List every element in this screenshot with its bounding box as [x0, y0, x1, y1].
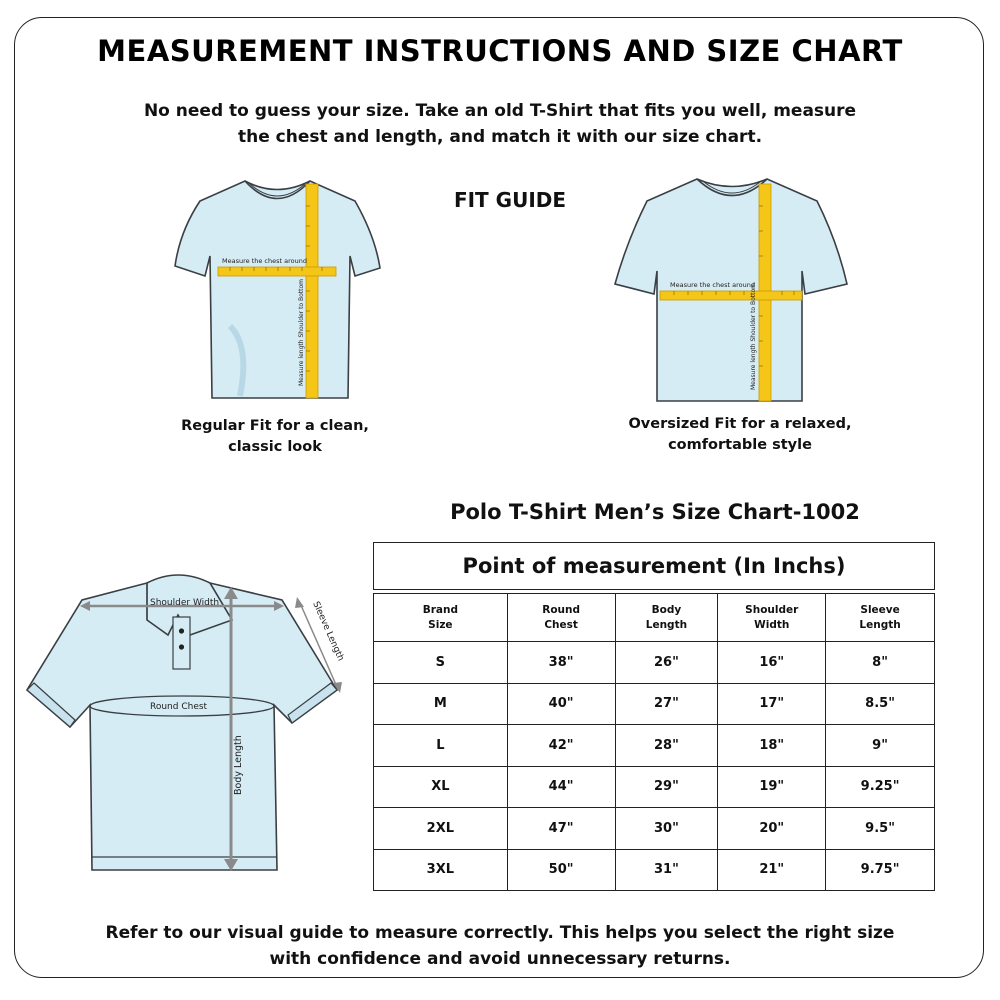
- oversized-fit-tshirt-illustration: [612, 176, 852, 406]
- table-row: [374, 725, 935, 767]
- table-cell: 29": [615, 766, 718, 808]
- oversized-chest-label: Measure the chest around: [670, 281, 755, 289]
- table-row: [374, 849, 935, 891]
- header-text: Size: [428, 618, 453, 631]
- table-cell: 2XL: [374, 808, 508, 850]
- header-text: Shoulder: [745, 603, 799, 616]
- oversized-caption-line-2: comfortable style: [668, 437, 812, 453]
- table-row: [374, 642, 935, 684]
- oversized-caption-line-1: Oversized Fit for a relaxed,: [628, 416, 852, 432]
- table-cell: 47": [507, 808, 615, 850]
- table-cell: 9": [826, 725, 935, 767]
- table-cell: 50": [507, 849, 615, 891]
- regular-caption-line-1: Regular Fit for a clean,: [181, 418, 369, 434]
- table-cell: 21": [718, 849, 826, 891]
- regular-caption-line-2: classic look: [228, 439, 322, 455]
- table-cell: 17": [718, 683, 826, 725]
- header-text: Width: [754, 618, 790, 631]
- header-text: Round: [542, 603, 580, 616]
- table-cell: 9.5": [826, 808, 935, 850]
- table-cell: 44": [507, 766, 615, 808]
- page-title: MEASUREMENT INSTRUCTIONS AND SIZE CHART: [97, 34, 903, 68]
- fit-guide-heading: FIT GUIDE: [453, 188, 567, 212]
- header-sleeve-length: [826, 594, 935, 642]
- table-row: [374, 683, 935, 725]
- table-cell: 20": [718, 808, 826, 850]
- table-cell: M: [374, 683, 508, 725]
- table-cell: S: [374, 642, 508, 684]
- round-chest-label: Round Chest: [150, 702, 208, 712]
- table-cell: 18": [718, 725, 826, 767]
- regular-chest-label: Measure the chest around: [222, 257, 307, 265]
- header-text: Chest: [544, 618, 578, 631]
- regular-fit-tshirt-illustration: [170, 176, 385, 406]
- table-cell: XL: [374, 766, 508, 808]
- table-cell: 16": [718, 642, 826, 684]
- oversized-fit-caption: [620, 414, 860, 456]
- table-cell: 30": [615, 808, 718, 850]
- intro-line-1: No need to guess your size. Take an old T-Shirt that fits you well, measure: [143, 101, 857, 121]
- table-cell: 38": [507, 642, 615, 684]
- table-cell: 19": [718, 766, 826, 808]
- table-row: [374, 808, 935, 850]
- header-round-chest: [507, 594, 615, 642]
- table-cell: 40": [507, 683, 615, 725]
- table-cell: 8": [826, 642, 935, 684]
- header-text: Sleeve: [860, 603, 900, 616]
- header-text: Length: [859, 618, 901, 631]
- table-cell: 26": [615, 642, 718, 684]
- intro-line-2: the chest and length, and match it with our size chart.: [237, 127, 763, 147]
- header-shoulder-width: [718, 594, 826, 642]
- header-text: Brand: [422, 603, 458, 616]
- size-chart-table: [373, 593, 935, 891]
- table-cell: 9.75": [826, 849, 935, 891]
- table-cell: 31": [615, 849, 718, 891]
- regular-fit-caption: [170, 416, 380, 458]
- table-cell: 8.5": [826, 683, 935, 725]
- size-chart-subtitle: Point of measurement (In Inchs): [373, 542, 935, 590]
- footer-text: [80, 920, 920, 972]
- sleeve-length-label: Sleeve Length: [310, 600, 346, 663]
- footer-line-2: with confidence and avoid unnecessary returns.: [269, 949, 731, 969]
- polo-shirt-diagram: [22, 565, 352, 880]
- table-cell: 3XL: [374, 849, 508, 891]
- size-chart-title: Polo T-Shirt Men’s Size Chart-1002: [450, 500, 860, 524]
- table-cell: 27": [615, 683, 718, 725]
- intro-text: [120, 98, 880, 150]
- header-text: Length: [645, 618, 688, 631]
- body-length-label: Body Length: [233, 735, 244, 795]
- regular-length-label: Measure length Shoulder to Bottom: [298, 278, 305, 386]
- footer-line-1: Refer to our visual guide to measure correctly. This helps you select the right size: [105, 923, 895, 943]
- table-cell: L: [374, 725, 508, 767]
- shoulder-width-label: Shoulder Width: [150, 598, 220, 608]
- oversized-length-label: Measure length Shoulder to Bottom: [750, 282, 757, 390]
- table-header-row: [374, 594, 935, 642]
- header-body-length: [615, 594, 718, 642]
- table-cell: 28": [615, 725, 718, 767]
- table-row: [374, 766, 935, 808]
- table-cell: 9.25": [826, 766, 935, 808]
- table-cell: 42": [507, 725, 615, 767]
- header-brand-size: [374, 594, 508, 642]
- header-text: Body: [651, 603, 682, 616]
